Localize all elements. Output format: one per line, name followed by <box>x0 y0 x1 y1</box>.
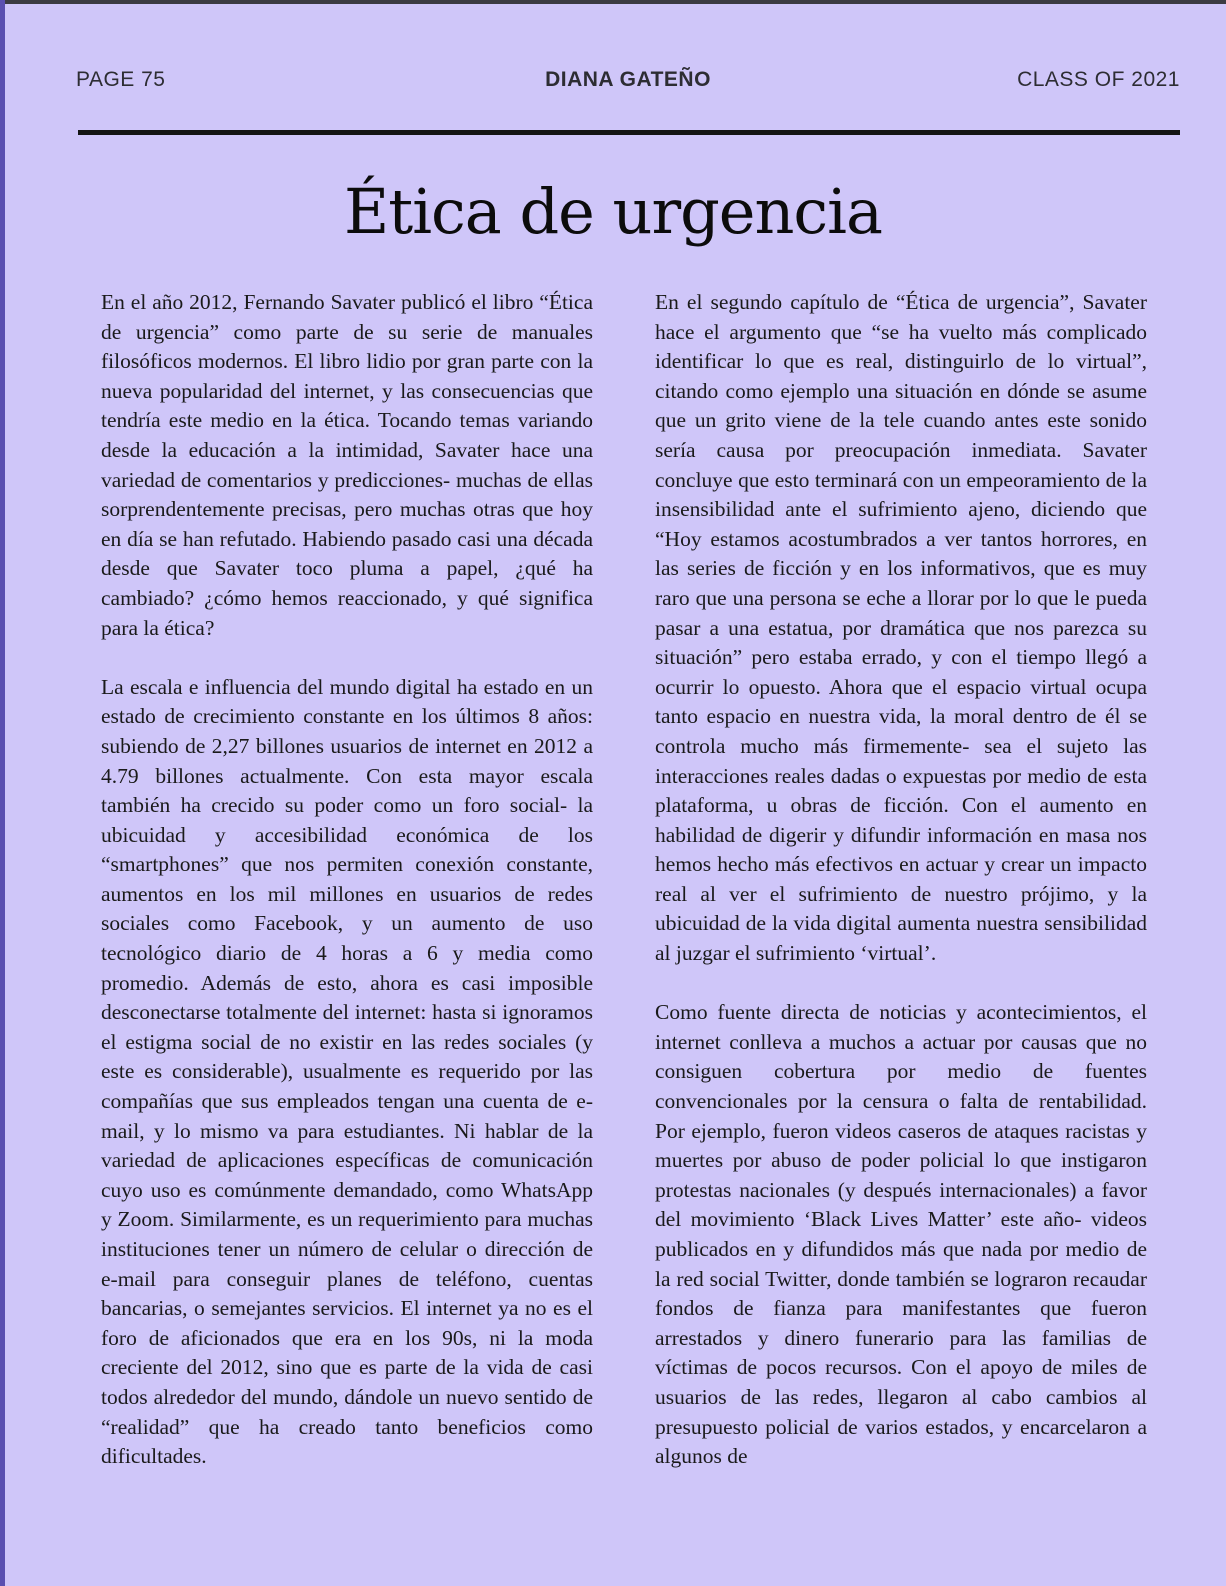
paragraph: Como fuente directa de noticias y acontecimientos, el internet conlleva a muchos a actuar por causas que no consiguen cobertura por medio de fuentes convencionales por la censura o falta de rentabilidad. Por ejemplo, fueron videos caseros de ataques racistas y muertes por abuso de poder policial lo que instigaron protestas nacionales (y después internacionales) a favor del movimiento ‘Black Lives Matter’ este año- videos publicados en y difundidos más que nada por medio de la red social Twitter, donde también se lograron recaudar fondos de fianza para manifestantes que fueron arrestados y dinero funerario para las familias de víctimas de pocos recursos. Con el apoyo de miles de usuarios de las redes, llegaron al cabo cambios al presupuesto policial de varios estados, y encarcelaron a algunos de <box>655 1000 1147 1469</box>
top-edge <box>0 0 1226 4</box>
left-column <box>101 288 593 1501</box>
paragraph: En el año 2012, Fernando Savater publicó el libro “Ética de urgencia” como parte de su serie de manuales filosóficos modernos. El libro lidio por gran parte con la nueva popularidad del internet, y las consecuencias que tendría este medio en la ética. Tocando temas variando desde la educación a la intimidad, Savater hace una variedad de comentarios y predicciones- muchas de ellas sorprendentemente precisas, pero muchas otras que hoy en día se han refutado. Habiendo pasado casi una década desde que Savater toco pluma a papel, ¿qué ha cambiado? ¿cómo hemos reaccionado, y qué significa para la ética? <box>101 290 593 640</box>
article-title: Ética de urgencia <box>344 175 882 248</box>
page-header <box>76 68 1180 98</box>
right-column <box>655 288 1147 1501</box>
paragraph: La escala e influencia del mundo digital ha estado en un estado de crecimiento constante en los últimos 8 años: subiendo de 2,27 billones usuarios de internet en 2012 a 4.79 billones actualmente. Con esta mayor escala también ha crecido su poder como un foro social- la ubicuidad y accesibilidad económica de los “smartphones” que nos permiten conexión constante, aumentos en los mil millones en usuarios de redes sociales como Facebook, y un aumento de uso tecnológico diario de 4 horas a 6 y media como promedio. Además de esto, ahora es casi imposible desconectarse totalmente del internet: hasta si ignoramos el estigma social de no existir en las redes sociales (y este es considerable), usualmente es requerido por las compañías que sus empleados tengan una cuenta de e-mail, y lo mismo va para estudiantes. Ni hablar de la variedad de aplicaciones específicas de comunicación cuyo uso es comúnmente demandado, como WhatsApp y Zoom. Similarmente, es un requerimiento para muchas instituciones tener un número de celular o dirección de e-mail para conseguir planes de teléfono, cuentas bancarias, o semejantes servicios. El internet ya no es el foro de aficionados que era en los 90s, ni la moda creciente del 2012, sino que es parte de la vida de casi todos alrededor del mundo, dándole un nuevo sentido de “realidad” que ha creado tanto beneficios como dificultades. <box>101 674 593 1469</box>
author-name: DIANA GATEÑO <box>545 68 711 91</box>
page-number: PAGE 75 <box>76 68 166 91</box>
paragraph: En el segundo capítulo de “Ética de urgencia”, Savater hace el argumento que “se ha vuelto más complicado identificar lo que es real, distinguirlo de lo virtual”, citando como ejemplo una situación en dónde se asume que un grito viene de la tele cuando antes este sonido sería causa por preocupación inmediata. Savater concluye que esto terminará con un empeoramiento de la insensibilidad ante el sufrimiento ajeno, diciendo que “Hoy estamos acostumbrados a ver tantos horrores, en las series de ficción y en los informativos, que es muy raro que una persona se eche a llorar por lo que le pueda pasar a una estatua, por dramática que nos parezca su situación” pero estaba errado, y con el tiempo llegó a ocurrir lo opuesto. Ahora que el espacio virtual ocupa tanto espacio en nuestra vida, la moral dentro de él se controla mucho más firmemente- sea el sujeto las interacciones reales dadas o expuestas por medio de esta plataforma, u obras de ficción. Con el aumento en habilidad de digerir y difundir información en masa nos hemos hecho más efectivos en actuar y crear un impacto real al ver el sufrimiento de nuestro prójimo, y la ubicuidad de la vida digital aumenta nuestra sensibilidad al juzgar el sufrimiento ‘virtual’. <box>655 290 1147 966</box>
header-divider <box>78 130 1180 135</box>
class-label: CLASS OF 2021 <box>1017 68 1180 91</box>
